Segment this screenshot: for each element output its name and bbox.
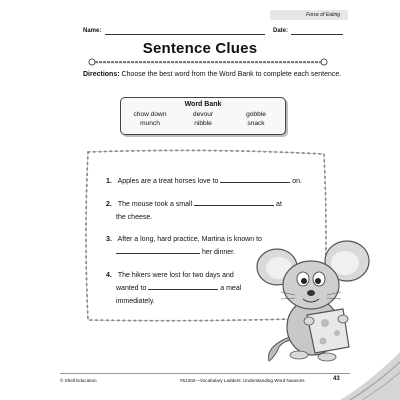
word-bank-title: Word Bank — [184, 101, 222, 108]
corner-swoosh-decoration — [340, 352, 400, 400]
word-bank-item: gobble — [246, 111, 266, 118]
directions-prefix: Directions: — [83, 71, 120, 78]
mouse-with-cheese-illustration — [255, 235, 375, 365]
word-bank — [120, 97, 286, 135]
question-text-end: immediately. — [116, 298, 155, 305]
question-text-end: her dinner. — [201, 249, 236, 256]
footer-divider — [60, 373, 350, 374]
date-line[interactable] — [291, 34, 343, 35]
word-bank-item: chow down — [133, 111, 167, 118]
date-label: Date: — [273, 28, 289, 34]
question-text: The mouse took a small — [117, 201, 193, 208]
question-4-line-3 — [116, 294, 155, 310]
rope-divider — [88, 58, 328, 66]
question-text-mid: a meal — [220, 285, 242, 292]
question-text: The hikers were lost for two days and — [117, 272, 234, 279]
answer-blank[interactable] — [194, 197, 274, 206]
directions-text: Choose the best word from the Word Bank to complete each sentence. — [121, 71, 342, 78]
question-text: Apples are a treat horses love to — [117, 178, 219, 185]
question-2-line-2 — [116, 210, 152, 226]
answer-blank[interactable] — [148, 281, 218, 290]
question-text-end: on. — [292, 178, 302, 185]
question-text-mid: at — [276, 201, 282, 208]
topic-tab-label: Force of Eating — [306, 12, 340, 18]
word-bank-item: devour — [192, 111, 214, 118]
answer-blank[interactable] — [220, 174, 290, 183]
word-bank-item: munch — [140, 120, 160, 127]
question-number: 3. — [106, 236, 112, 243]
question-text: After a long, hard practice, Martina is known to — [117, 236, 262, 243]
footer-copyright: © Shell Education — [60, 378, 97, 383]
name-date-row — [83, 27, 345, 37]
name-label: Name: — [83, 28, 102, 34]
word-bank-item: nibble — [194, 120, 212, 127]
question-number: 1. — [106, 178, 112, 185]
question-text-end: the cheese. — [116, 214, 153, 221]
question-number: 2. — [106, 201, 112, 208]
question-3-line-2 — [116, 245, 235, 261]
directions — [83, 70, 343, 79]
page-title: Sentence Clues — [142, 40, 258, 57]
name-line[interactable] — [105, 34, 265, 35]
question-number: 4. — [106, 272, 112, 279]
word-bank-item: snack — [247, 120, 265, 127]
topic-tab — [270, 10, 348, 20]
answer-blank[interactable] — [116, 245, 200, 254]
page-number: 43 — [333, 376, 340, 382]
question-1 — [106, 174, 302, 190]
question-text-mid: wanted to — [116, 285, 147, 292]
footer-book-title: #51302—Vocabulary Ladders: Understanding Word Nuances — [180, 378, 305, 383]
